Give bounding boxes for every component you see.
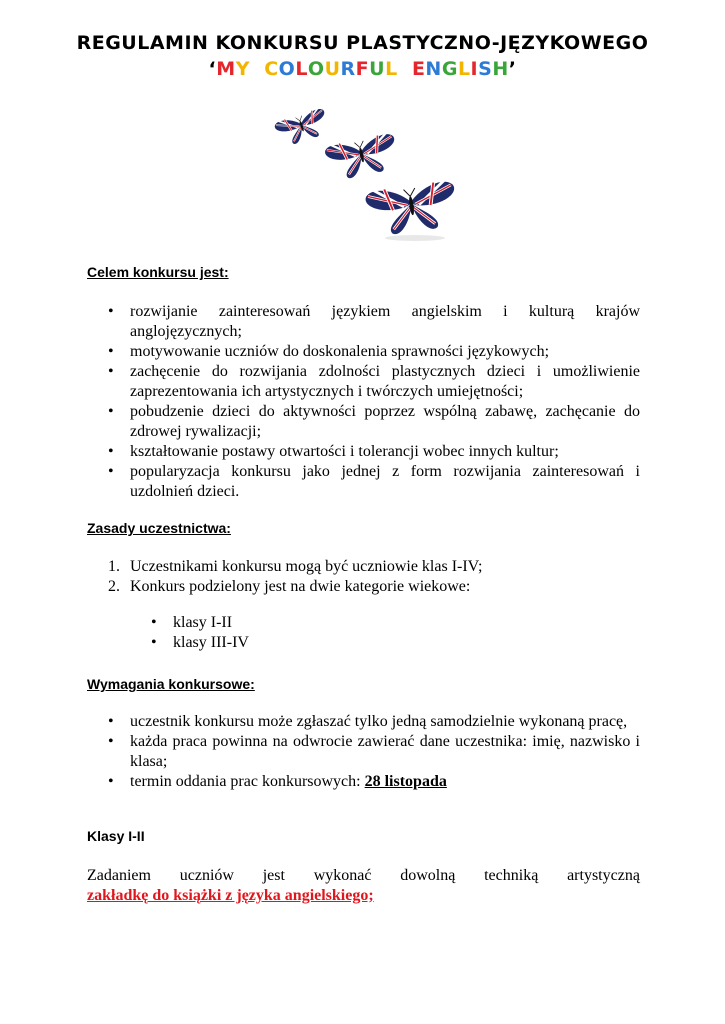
task-word: jest: [262, 867, 285, 884]
task-word: uczniów: [179, 867, 234, 884]
title-letter: E: [411, 58, 426, 80]
list-item: • uczestnik konkursu może zgłaszać tylko jedną samodzielnie wykonaną pracę,: [130, 712, 640, 732]
task-word: artystyczną: [567, 867, 640, 884]
title-letter: F: [355, 58, 370, 80]
title-letter: [398, 58, 405, 80]
list-item: [108, 577, 640, 597]
title-letter: O: [307, 58, 325, 80]
title-letter: Y: [235, 58, 250, 80]
title-letter: R: [340, 58, 356, 80]
list-item: [130, 772, 640, 792]
quote-open: ‘: [208, 58, 217, 80]
title-letter: L: [385, 58, 398, 80]
list-number: 1.: [108, 558, 120, 575]
deadline-date: 28 listopada: [364, 773, 447, 790]
quote-close: ’: [508, 58, 517, 80]
rules-heading: Zasady uczestnictwa:: [87, 520, 231, 536]
list-text: Konkurs podzielony jest na dwie kategorie wiekowe:: [130, 578, 471, 595]
deadline-label: termin oddania prac konkursowych:: [130, 773, 365, 790]
list-item: • kształtowanie postawy otwartości i tolerancji wobec innych kultur;: [130, 442, 640, 462]
requirements-heading: Wymagania konkursowe:: [87, 676, 255, 692]
list-item: • klasy III-IV: [173, 633, 473, 653]
title-letter: S: [478, 58, 493, 80]
list-item: • klasy I-II: [173, 613, 473, 633]
title-letter: U: [369, 58, 386, 80]
list-item: • zachęcenie do rozwijania zdolności plastycznych dzieci i umożliwienie zaprezentowania ich artystycznych i twórczych umiejętności;: [130, 362, 640, 402]
title-letter: M: [216, 58, 236, 80]
title-letter: [250, 58, 257, 80]
title-letter: U: [324, 58, 341, 80]
task-highlight: zakładkę do książki z języka angielskiego;: [87, 887, 374, 904]
list-text: Uczestnikami konkursu mogą być uczniowie klas I-IV;: [130, 558, 483, 575]
list-item: [108, 557, 640, 577]
klasy-heading: Klasy I-II: [87, 828, 145, 844]
list-item: • każda praca powinna na odwrocie zawierać dane uczestnika: imię, nazwisko i klasa;: [130, 732, 640, 772]
title-letter: N: [425, 58, 442, 80]
title-letter: H: [492, 58, 509, 80]
title-letter: L: [295, 58, 308, 80]
list-item: • motywowanie uczniów do doskonalenia sprawności językowych;: [130, 342, 640, 362]
task-word: wykonać: [313, 867, 372, 884]
task-first-line: [87, 866, 640, 886]
list-number: 2.: [108, 578, 120, 595]
list-item: • rozwijanie zainteresowań językiem angielskim i kulturą krajów anglojęzycznych;: [130, 302, 640, 342]
task-paragraph: [87, 866, 640, 906]
title-letter: O: [278, 58, 296, 80]
task-word: dowolną: [400, 867, 456, 884]
goals-heading: Celem konkursu jest:: [87, 264, 229, 280]
task-word: techniką: [484, 867, 539, 884]
title-letter: [257, 58, 264, 80]
union-jack-butterflies-icon: [265, 100, 465, 245]
categories-list: [173, 613, 473, 653]
list-item: • pobudzenie dzieci do aktywności poprzez wspólną zabawę, zachęcanie do zdrowej rywalizacji;: [130, 402, 640, 442]
contest-name-letters: [216, 58, 508, 80]
requirements-list: [130, 712, 640, 792]
contest-name: [0, 58, 725, 80]
rules-list: [108, 557, 640, 597]
document-title: REGULAMIN KONKURSU PLASTYCZNO-JĘZYKOWEGO: [76, 32, 649, 54]
goals-list: [130, 302, 640, 502]
task-word: Zadaniem: [87, 867, 151, 884]
title-letter: L: [457, 58, 471, 80]
list-item: • popularyzacja konkursu jako jednej z form rozwijania zainteresowań i uzdolnień dzieci.: [130, 462, 640, 502]
title-letter: G: [441, 58, 458, 80]
title-letter: [405, 58, 412, 80]
title-letter: C: [264, 58, 279, 80]
title-letter: I: [470, 58, 479, 80]
